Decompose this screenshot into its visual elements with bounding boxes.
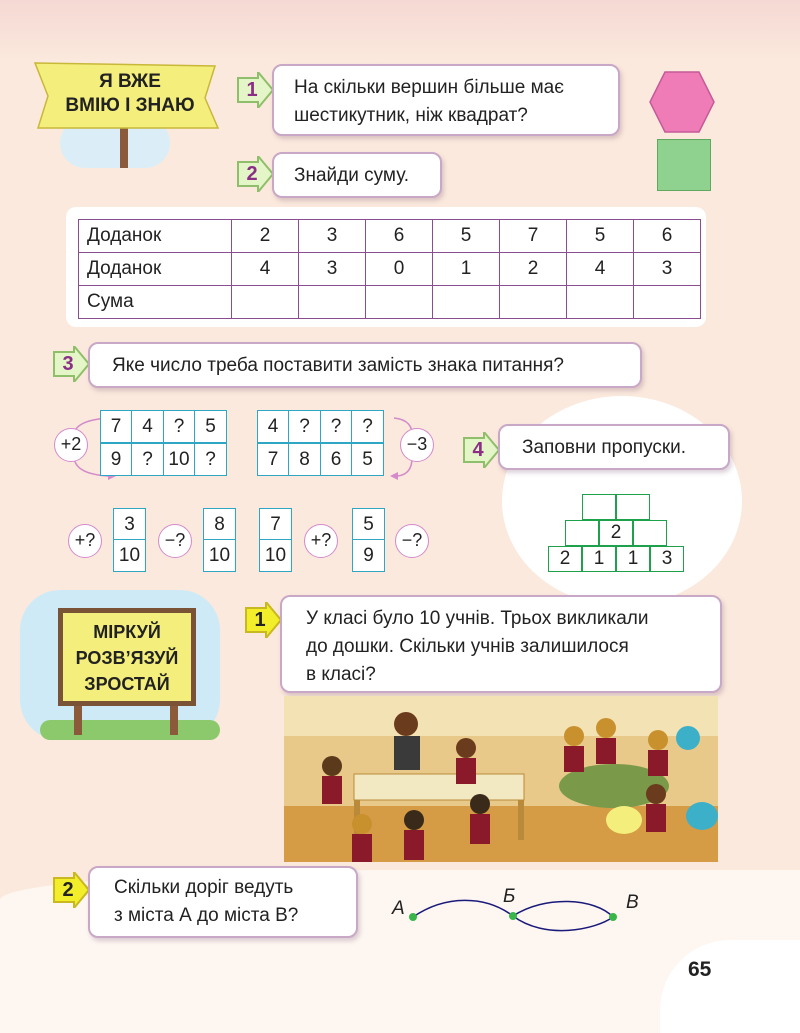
number-grid xyxy=(101,444,227,476)
pyramid-cell[interactable] xyxy=(616,494,650,520)
sign-line: Я ВЖЕ xyxy=(99,71,161,92)
number-grid xyxy=(258,411,384,443)
task4-bubble xyxy=(498,424,730,470)
table-cell: 4 xyxy=(232,253,299,286)
table-cell: 5 xyxy=(567,220,634,253)
grid-cell: 3 xyxy=(113,508,146,541)
task2-bubble xyxy=(272,152,442,198)
grid-cell: 6 xyxy=(320,443,353,476)
task-text: На скільки вершин більше має xyxy=(294,77,564,98)
row-label: Доданок xyxy=(79,220,232,253)
problem-text: до дошки. Скільки учнів залишилося xyxy=(306,636,629,657)
sign-line: МІРКУЙ xyxy=(93,622,161,642)
grid-cell[interactable]: ? xyxy=(351,410,384,443)
task-text: Знайди суму. xyxy=(294,165,410,186)
classroom-illustration xyxy=(284,696,718,862)
task-number: 1 xyxy=(246,79,258,101)
digits-background xyxy=(0,0,800,60)
sign-think xyxy=(20,590,220,750)
grid-cell: 5 xyxy=(351,443,384,476)
table-cell: 2 xyxy=(232,220,299,253)
table-cell: 3 xyxy=(634,253,701,286)
grid-cell: 10 xyxy=(203,539,236,572)
task-number: 2 xyxy=(246,163,258,185)
grid-cell: 8 xyxy=(288,443,321,476)
roads-diagram xyxy=(385,890,665,940)
row-label: Доданок xyxy=(79,253,232,286)
problem-text: У класі було 10 учнів. Трьох викликали xyxy=(306,608,649,629)
pyramid-cell: 1 xyxy=(616,546,650,572)
table-cell: 4 xyxy=(567,253,634,286)
problem2-bubble xyxy=(88,866,358,938)
problem-text: з міста А до міста В? xyxy=(114,905,299,926)
table-row xyxy=(79,220,701,253)
grid-cell[interactable]: ? xyxy=(288,410,321,443)
problem-number: 2 xyxy=(62,879,74,901)
sign-line: ЗРОСТАЙ xyxy=(84,674,170,694)
task-text: шестикутник, ніж квадрат? xyxy=(294,105,528,126)
grid-cell: 5 xyxy=(194,410,227,443)
answer-cell[interactable] xyxy=(433,286,500,319)
grid-cell: 10 xyxy=(259,539,292,572)
city-a-point xyxy=(409,913,417,921)
table-cell: 7 xyxy=(500,220,567,253)
table-cell: 2 xyxy=(500,253,567,286)
grid-cell[interactable]: ? xyxy=(320,410,353,443)
problem-text: Скільки доріг ведуть xyxy=(114,877,294,898)
sum-table xyxy=(78,219,701,319)
table-cell: 6 xyxy=(634,220,701,253)
table-row xyxy=(79,253,701,286)
grid-cell: 7 xyxy=(259,508,292,541)
grid-cell: 4 xyxy=(257,410,290,443)
grid-cell: 7 xyxy=(257,443,290,476)
city-c-label: В xyxy=(626,892,639,913)
pyramid-cell[interactable] xyxy=(582,494,616,520)
operation-circle: +? xyxy=(68,524,102,558)
table-cell: 3 xyxy=(299,220,366,253)
square-shape xyxy=(657,139,711,191)
task-number-badge xyxy=(462,432,500,468)
page-number: 65 xyxy=(688,958,712,981)
pyramid-cell[interactable] xyxy=(633,520,667,546)
sign-line: РОЗВ’ЯЗУЙ xyxy=(75,648,179,668)
table-cell: 0 xyxy=(366,253,433,286)
answer-cell[interactable] xyxy=(500,286,567,319)
task-number: 3 xyxy=(62,353,74,375)
task-number: 4 xyxy=(472,439,484,461)
answer-cell[interactable] xyxy=(567,286,634,319)
problem1-bubble xyxy=(280,595,722,693)
sign-line: ВМІЮ І ЗНАЮ xyxy=(65,95,195,116)
hexagon-shape xyxy=(648,70,716,134)
grid-cell: 10 xyxy=(113,539,146,572)
problem-number-badge xyxy=(244,602,282,638)
operation-circle: −? xyxy=(395,524,429,558)
pyramid-cell[interactable] xyxy=(565,520,599,546)
city-b-label: Б xyxy=(503,886,516,907)
grid-cell: 9 xyxy=(100,443,133,476)
answer-cell[interactable] xyxy=(299,286,366,319)
problem-number-badge xyxy=(52,872,90,908)
task1-bubble xyxy=(272,64,620,136)
grid-cell: 10 xyxy=(163,443,196,476)
operation-circle: −3 xyxy=(400,428,434,462)
table-cell: 3 xyxy=(299,253,366,286)
answer-cell[interactable] xyxy=(366,286,433,319)
pyramid-cell: 1 xyxy=(582,546,616,572)
number-grid xyxy=(258,444,384,476)
grid-cell: 4 xyxy=(131,410,164,443)
operation-circle: +2 xyxy=(54,428,88,462)
pyramid-cell: 3 xyxy=(650,546,684,572)
pyramid-cell: 2 xyxy=(548,546,582,572)
operation-circle: +? xyxy=(304,524,338,558)
city-b-point xyxy=(509,912,517,920)
grid-cell: 9 xyxy=(352,539,385,572)
task-number-badge xyxy=(236,72,274,108)
pyramid-cell: 2 xyxy=(599,520,633,546)
answer-cell[interactable] xyxy=(232,286,299,319)
grid-cell: 8 xyxy=(203,508,236,541)
table-cell: 5 xyxy=(433,220,500,253)
task-number-badge xyxy=(52,346,90,382)
operation-circle: −? xyxy=(158,524,192,558)
task-text: Заповни пропуски. xyxy=(522,437,687,458)
task-text: Яке число треба поставити замість знака питання? xyxy=(112,355,564,376)
city-c-point xyxy=(609,913,617,921)
problem-number: 1 xyxy=(254,609,266,631)
problem-text: в класі? xyxy=(306,664,376,685)
grid-cell[interactable]: ? xyxy=(131,443,164,476)
table-row xyxy=(79,286,701,319)
grid-cell: 5 xyxy=(352,508,385,541)
grid-cell[interactable]: ? xyxy=(163,410,196,443)
number-grid xyxy=(101,411,227,443)
grid-cell[interactable]: ? xyxy=(194,443,227,476)
row-label: Сума xyxy=(79,286,232,319)
table-cell: 6 xyxy=(366,220,433,253)
task3-bubble xyxy=(88,342,642,388)
task-number-badge xyxy=(236,156,274,192)
grid-cell: 7 xyxy=(100,410,133,443)
table-cell: 1 xyxy=(433,253,500,286)
answer-cell[interactable] xyxy=(634,286,701,319)
city-a-label: А xyxy=(392,898,405,919)
sign-know xyxy=(30,58,220,168)
